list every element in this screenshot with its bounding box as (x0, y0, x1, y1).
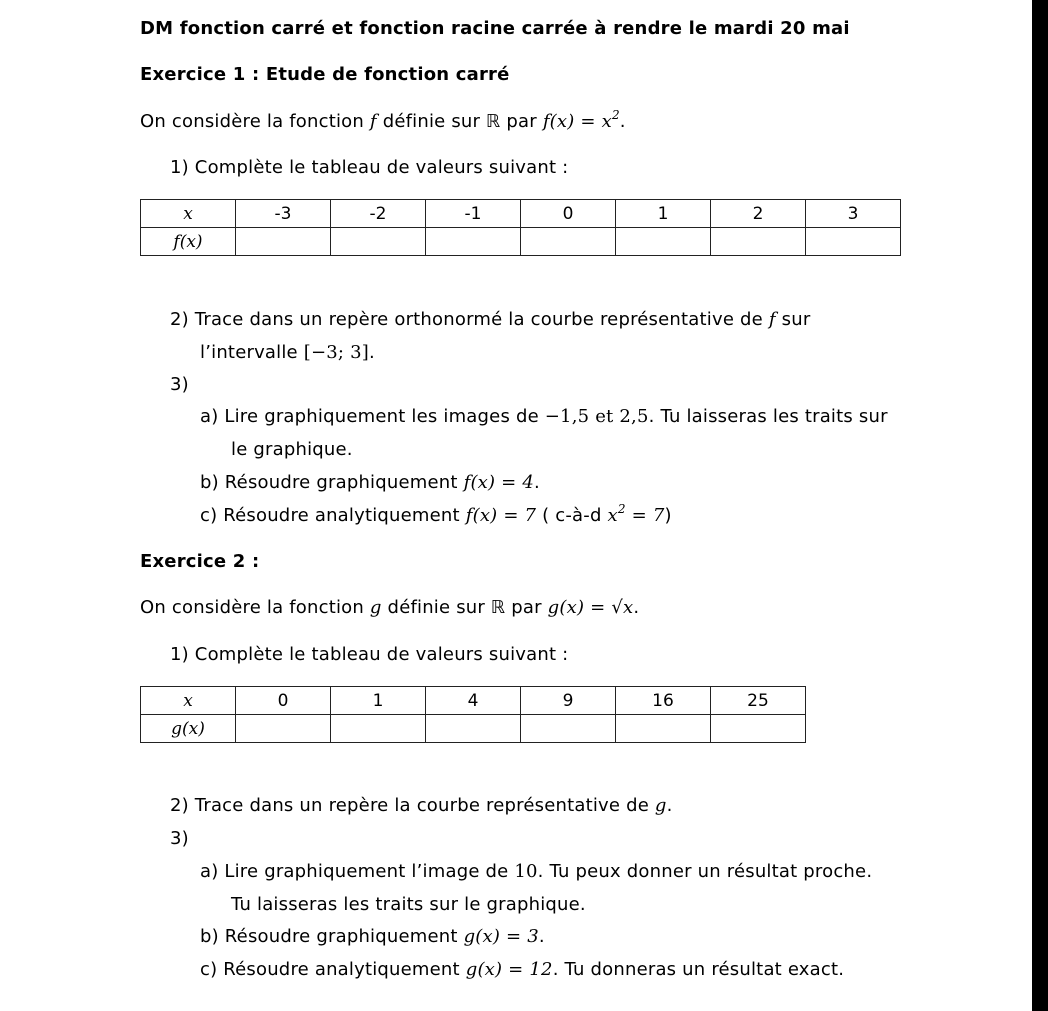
table-cell-empty (331, 715, 426, 743)
exercise-2-intro: On considère la fonction g définie sur ℝ par g(x) = √x. (140, 597, 640, 618)
table-row-fx (141, 228, 901, 256)
table-cell-x: 25 (711, 687, 806, 715)
table-cell-empty (236, 715, 331, 743)
table-cell-empty (711, 715, 806, 743)
exercise-1-question-2-line-2: l’intervalle [−3; 3]. (200, 342, 375, 363)
table-cell-empty (426, 715, 521, 743)
exercise-1-question-3a-line-2: le graphique. (231, 439, 353, 460)
table-cell-x: 16 (616, 687, 711, 715)
exercise-2-question-3c: c) Résoudre analytiquement g(x) = 12. Tu donneras un résultat exact. (200, 959, 845, 980)
table-cell-empty (426, 228, 521, 256)
exercise-1-question-3a-line-1: a) Lire graphiquement les images de −1,5 et 2,5. Tu laisseras les traits sur (200, 406, 888, 427)
exercise-2-heading: Exercice 2 : (140, 551, 260, 572)
table-cell-empty (521, 228, 616, 256)
document-title: DM fonction carré et fonction racine carrée à rendre le mardi 20 mai (140, 18, 850, 39)
exercise-2-question-1: 1) Complète le tableau de valeurs suivant : (170, 644, 569, 665)
exercise-1-question-3c: c) Résoudre analytiquement f(x) = 7 ( c-à-d $x^2 = 7$) (200, 502, 672, 526)
exercise-1-heading: Exercice 1 : Etude de fonction carré (140, 64, 510, 85)
table-cell-x: 3 (806, 200, 901, 228)
table-cell-empty (711, 228, 806, 256)
table-cell-empty (236, 228, 331, 256)
table-cell-x: -1 (426, 200, 521, 228)
table-cell-empty (331, 228, 426, 256)
exercise-2-question-3: 3) (170, 828, 189, 849)
table-cell-empty (616, 715, 711, 743)
exercise-1-question-2-line-1: 2) Trace dans un repère orthonormé la courbe représentative de f sur (170, 309, 811, 330)
value-table-g (140, 686, 806, 743)
table-header-fx: f(x) (141, 228, 236, 256)
table-cell-x: -3 (236, 200, 331, 228)
table-header-x: x (141, 687, 236, 715)
value-table-f (140, 199, 901, 256)
dark-edge (1032, 0, 1048, 1011)
exercise-2-question-3b: b) Résoudre graphiquement g(x) = 3. (200, 926, 545, 947)
exercise-1-intro: On considère la fonction f définie sur ℝ par $f(x) = x^2$. (140, 108, 626, 132)
table-cell-x: 0 (236, 687, 331, 715)
table-cell-empty (806, 228, 901, 256)
table-cell-x: 4 (426, 687, 521, 715)
table-cell-empty (521, 715, 616, 743)
exercise-2-question-3a-line-1: a) Lire graphiquement l’image de 10. Tu peux donner un résultat proche. (200, 861, 873, 882)
table-cell-empty (616, 228, 711, 256)
table-row-gx (141, 715, 806, 743)
table-row-x (141, 200, 901, 228)
exercise-1-question-3b: b) Résoudre graphiquement f(x) = 4. (200, 472, 540, 493)
exercise-2-question-3a-line-2: Tu laisseras les traits sur le graphique. (231, 894, 586, 915)
table-cell-x: 0 (521, 200, 616, 228)
exercise-2-question-2: 2) Trace dans un repère la courbe représentative de g. (170, 795, 673, 816)
table-cell-x: 1 (331, 687, 426, 715)
exercise-1-question-3: 3) (170, 374, 189, 395)
exercise-1-question-1: 1) Complète le tableau de valeurs suivant : (170, 157, 569, 178)
table-row-x (141, 687, 806, 715)
table-cell-x: 1 (616, 200, 711, 228)
table-cell-x: -2 (331, 200, 426, 228)
table-header-gx: g(x) (141, 715, 236, 743)
table-cell-x: 2 (711, 200, 806, 228)
table-cell-x: 9 (521, 687, 616, 715)
table-header-x: x (141, 200, 236, 228)
